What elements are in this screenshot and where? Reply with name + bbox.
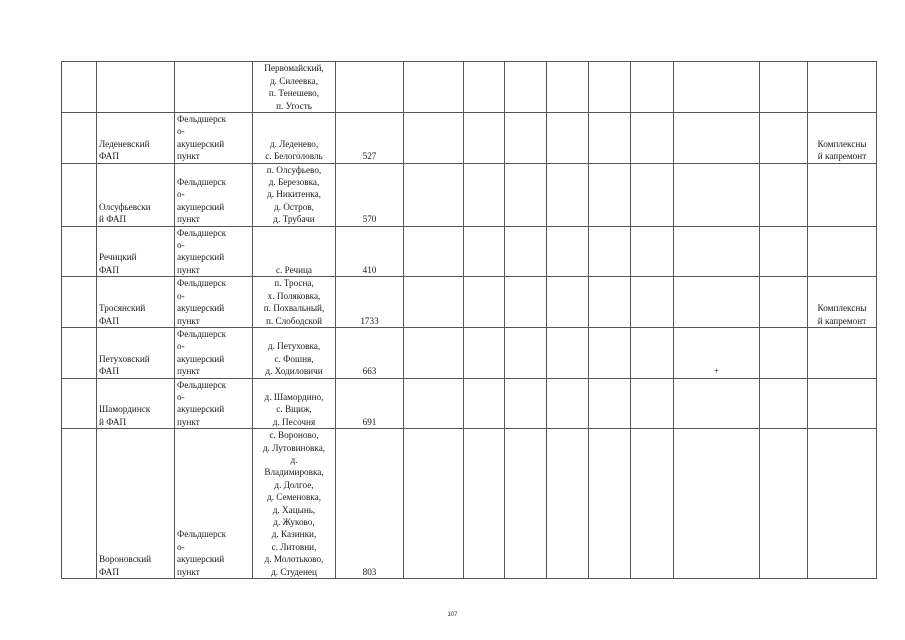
cell-line: о- <box>177 126 185 137</box>
cell-line: Фельдшерск <box>177 177 227 188</box>
empty-cell <box>547 163 589 226</box>
empty-cell <box>760 327 808 378</box>
villages-cell <box>253 327 336 378</box>
empty-cell <box>589 226 631 277</box>
cell-line: с. Литовни, <box>271 541 317 552</box>
cell-line: ФАП <box>99 366 119 377</box>
cell-line: Фельдшерск <box>177 379 227 390</box>
cell-line: Вороновский <box>99 554 152 565</box>
cell-line: Комплексны <box>817 303 867 314</box>
cell-line: х. Поляковка, <box>267 290 321 301</box>
facility-name-cell <box>97 62 175 113</box>
table-row <box>62 327 877 378</box>
cell-line: д. Семеновка, <box>266 492 322 503</box>
cell-line: д. Березовка, <box>268 177 320 188</box>
empty-cell <box>464 378 505 429</box>
empty-cell <box>404 378 464 429</box>
cell-line: пункт <box>177 366 200 377</box>
cell-line: д. Шамордино, <box>264 391 324 402</box>
cell-line: п. Угость <box>276 100 312 111</box>
empty-cell <box>505 113 547 164</box>
note-cell <box>808 163 877 226</box>
cell-line: пункт <box>177 151 200 162</box>
population-value: 663 <box>362 366 377 377</box>
population-value: 691 <box>362 416 377 427</box>
cell-line: д. <box>290 454 298 465</box>
villages-cell <box>253 429 336 579</box>
facility-type-cell <box>175 327 253 378</box>
cell-line: Шамординск <box>99 404 151 415</box>
empty-cell <box>404 429 464 579</box>
cell-line: Фельдшерск <box>177 278 227 289</box>
population-value: 803 <box>362 566 377 577</box>
facility-name-cell <box>97 429 175 579</box>
population-value: 527 <box>362 151 377 162</box>
cell-line: д. Леденево, <box>269 138 319 149</box>
cell-line: Владимировка, <box>264 467 324 478</box>
population-cell <box>336 113 404 164</box>
facility-name-cell <box>97 378 175 429</box>
table-row <box>62 378 877 429</box>
note-cell <box>808 62 877 113</box>
cell-line: д. Хацынь, <box>272 504 316 515</box>
mark-cell <box>674 429 760 579</box>
empty-cell <box>631 378 674 429</box>
cell-line: д. Молотьково, <box>264 554 324 565</box>
facility-name-cell <box>97 277 175 328</box>
facility-type-cell <box>175 113 253 164</box>
note-cell <box>808 277 877 328</box>
note-cell <box>808 327 877 378</box>
villages-cell <box>253 113 336 164</box>
cell-line: о- <box>177 290 185 301</box>
index-cell <box>62 113 97 164</box>
empty-cell <box>631 163 674 226</box>
cell-line: п. Тросна, <box>274 278 314 289</box>
table-row <box>62 62 877 113</box>
empty-cell <box>760 277 808 328</box>
cell-line: акушерский <box>177 404 225 415</box>
facility-name-cell <box>97 327 175 378</box>
cell-line: д. Силеевка, <box>269 75 319 86</box>
empty-cell <box>760 163 808 226</box>
empty-cell <box>631 327 674 378</box>
cell-line: й капремонт <box>817 151 867 162</box>
note-cell <box>808 429 877 579</box>
empty-cell <box>547 226 589 277</box>
cell-line: д. Студенец <box>271 566 317 577</box>
empty-cell <box>760 113 808 164</box>
population-cell <box>336 163 404 226</box>
empty-cell <box>589 429 631 579</box>
empty-cell <box>404 62 464 113</box>
cell-line: Фельдшерск <box>177 328 227 339</box>
cell-line: акушерский <box>177 554 225 565</box>
cell-line: Петуховский <box>99 353 150 364</box>
page-number: 107 <box>447 612 458 618</box>
population-cell <box>336 277 404 328</box>
cell-line: с. Вороново, <box>269 430 319 441</box>
cell-line: д. Лутовиновка, <box>262 442 326 453</box>
index-cell <box>62 226 97 277</box>
population-value: 570 <box>362 214 377 225</box>
cell-line: акушерский <box>177 303 225 314</box>
facility-type-cell <box>175 226 253 277</box>
index-cell <box>62 62 97 113</box>
empty-cell <box>631 113 674 164</box>
empty-cell <box>464 327 505 378</box>
empty-cell <box>464 113 505 164</box>
table-row <box>62 163 877 226</box>
mark-cell <box>674 277 760 328</box>
empty-cell <box>505 163 547 226</box>
empty-cell <box>464 62 505 113</box>
cell-line: Тросянский <box>99 303 146 314</box>
cell-line: о- <box>177 240 185 251</box>
cell-line: й ФАП <box>99 214 127 225</box>
cell-line: о- <box>177 541 185 552</box>
cell-line: Комплексны <box>817 138 867 149</box>
index-cell <box>62 163 97 226</box>
empty-cell <box>464 429 505 579</box>
empty-cell <box>631 277 674 328</box>
cell-line: с. Вщиж, <box>276 404 312 415</box>
cell-line: Олсуфьевски <box>99 201 151 212</box>
facility-type-cell <box>175 163 253 226</box>
cell-line: пункт <box>177 566 200 577</box>
empty-cell <box>464 277 505 328</box>
empty-cell <box>631 226 674 277</box>
empty-cell <box>760 429 808 579</box>
mark-cell <box>674 226 760 277</box>
cell-line: д. Ходиловичи <box>265 366 323 377</box>
index-cell <box>62 429 97 579</box>
cell-line: о- <box>177 341 185 352</box>
table-row <box>62 429 877 579</box>
cell-line: Фельдшерск <box>177 227 227 238</box>
empty-cell <box>589 163 631 226</box>
empty-cell <box>505 62 547 113</box>
empty-cell <box>404 113 464 164</box>
cell-line: акушерский <box>177 201 225 212</box>
facility-name-cell <box>97 226 175 277</box>
cell-line: п. Похвальный, <box>263 303 325 314</box>
cell-line: д. Остров, <box>274 201 314 212</box>
cell-line: о- <box>177 391 185 402</box>
facility-type-cell <box>175 378 253 429</box>
cell-line: акушерский <box>177 252 225 263</box>
empty-cell <box>547 113 589 164</box>
empty-cell <box>589 277 631 328</box>
empty-cell <box>589 378 631 429</box>
empty-cell <box>547 429 589 579</box>
empty-cell <box>631 62 674 113</box>
empty-cell <box>505 378 547 429</box>
cell-line: д. Жуково, <box>273 517 315 527</box>
empty-cell <box>404 226 464 277</box>
villages-cell <box>253 62 336 113</box>
empty-cell <box>760 378 808 429</box>
cell-line: с. Фошня, <box>274 353 314 364</box>
table-row <box>62 277 877 328</box>
population-value: 410 <box>362 264 377 275</box>
cell-line: ФАП <box>99 264 119 275</box>
cell-line: д. Трубачи <box>273 214 315 225</box>
empty-cell <box>505 277 547 328</box>
note-cell <box>808 113 877 164</box>
cell-line: пункт <box>177 315 200 326</box>
empty-cell <box>505 327 547 378</box>
cell-line: ФАП <box>99 315 119 326</box>
population-cell <box>336 378 404 429</box>
cell-line: п. Слободской <box>265 315 323 326</box>
cell-line: пункт <box>177 264 200 275</box>
population-value: 1733 <box>360 315 379 326</box>
table-row <box>62 113 877 164</box>
plus-mark: + <box>713 366 720 377</box>
mark-cell <box>674 113 760 164</box>
villages-cell <box>253 163 336 226</box>
villages-cell <box>253 226 336 277</box>
cell-line: п. Олсуфьево, <box>266 164 322 175</box>
mark-cell <box>674 327 760 378</box>
cell-line: акушерский <box>177 353 225 364</box>
empty-cell <box>760 62 808 113</box>
empty-cell <box>760 226 808 277</box>
index-cell <box>62 327 97 378</box>
mark-cell <box>674 378 760 429</box>
cell-line: д. Долгое, <box>274 479 314 490</box>
facility-type-cell <box>175 429 253 579</box>
index-cell <box>62 277 97 328</box>
empty-cell <box>505 226 547 277</box>
mark-cell <box>674 62 760 113</box>
cell-line: ФАП <box>99 151 119 162</box>
population-cell <box>336 429 404 579</box>
empty-cell <box>631 429 674 579</box>
cell-line: Леденевский <box>99 138 150 149</box>
facility-name-cell <box>97 163 175 226</box>
table-row <box>62 226 877 277</box>
cell-line: Первомайский, <box>264 63 324 74</box>
empty-cell <box>589 327 631 378</box>
cell-line: й ФАП <box>99 416 127 427</box>
cell-line: Речицкий <box>99 252 137 263</box>
cell-line: Фельдшерск <box>177 114 227 124</box>
empty-cell <box>547 62 589 113</box>
villages-cell <box>253 277 336 328</box>
cell-line: д. Петуховка, <box>267 341 321 352</box>
cell-line: пункт <box>177 214 200 225</box>
cell-line: с. Речица <box>275 264 313 275</box>
cell-line: пункт <box>177 416 200 427</box>
population-cell <box>336 327 404 378</box>
empty-cell <box>547 277 589 328</box>
index-cell <box>62 378 97 429</box>
note-cell <box>808 378 877 429</box>
cell-line: п. Тенешево, <box>268 88 320 99</box>
note-cell <box>808 226 877 277</box>
cell-line: ФАП <box>99 566 119 577</box>
mark-cell <box>674 163 760 226</box>
facility-name-cell <box>97 113 175 164</box>
facilities-table <box>61 61 877 579</box>
empty-cell <box>404 163 464 226</box>
cell-line: с. Белоголовль <box>265 151 323 162</box>
cell-line: й капремонт <box>817 315 867 326</box>
empty-cell <box>464 163 505 226</box>
population-cell <box>336 226 404 277</box>
cell-line: д. Никитенка, <box>267 189 321 200</box>
villages-cell <box>253 378 336 429</box>
facility-type-cell <box>175 62 253 113</box>
empty-cell <box>589 113 631 164</box>
facility-type-cell <box>175 277 253 328</box>
cell-line: д. Песочня <box>272 416 316 427</box>
empty-cell <box>404 327 464 378</box>
empty-cell <box>589 62 631 113</box>
cell-line: акушерский <box>177 138 225 149</box>
cell-line: д. Казинки, <box>271 529 317 540</box>
cell-line: Фельдшерск <box>177 529 227 540</box>
empty-cell <box>547 378 589 429</box>
empty-cell <box>464 226 505 277</box>
cell-line: о- <box>177 189 185 200</box>
empty-cell <box>547 327 589 378</box>
empty-cell <box>404 277 464 328</box>
empty-cell <box>505 429 547 579</box>
population-cell <box>336 62 404 113</box>
